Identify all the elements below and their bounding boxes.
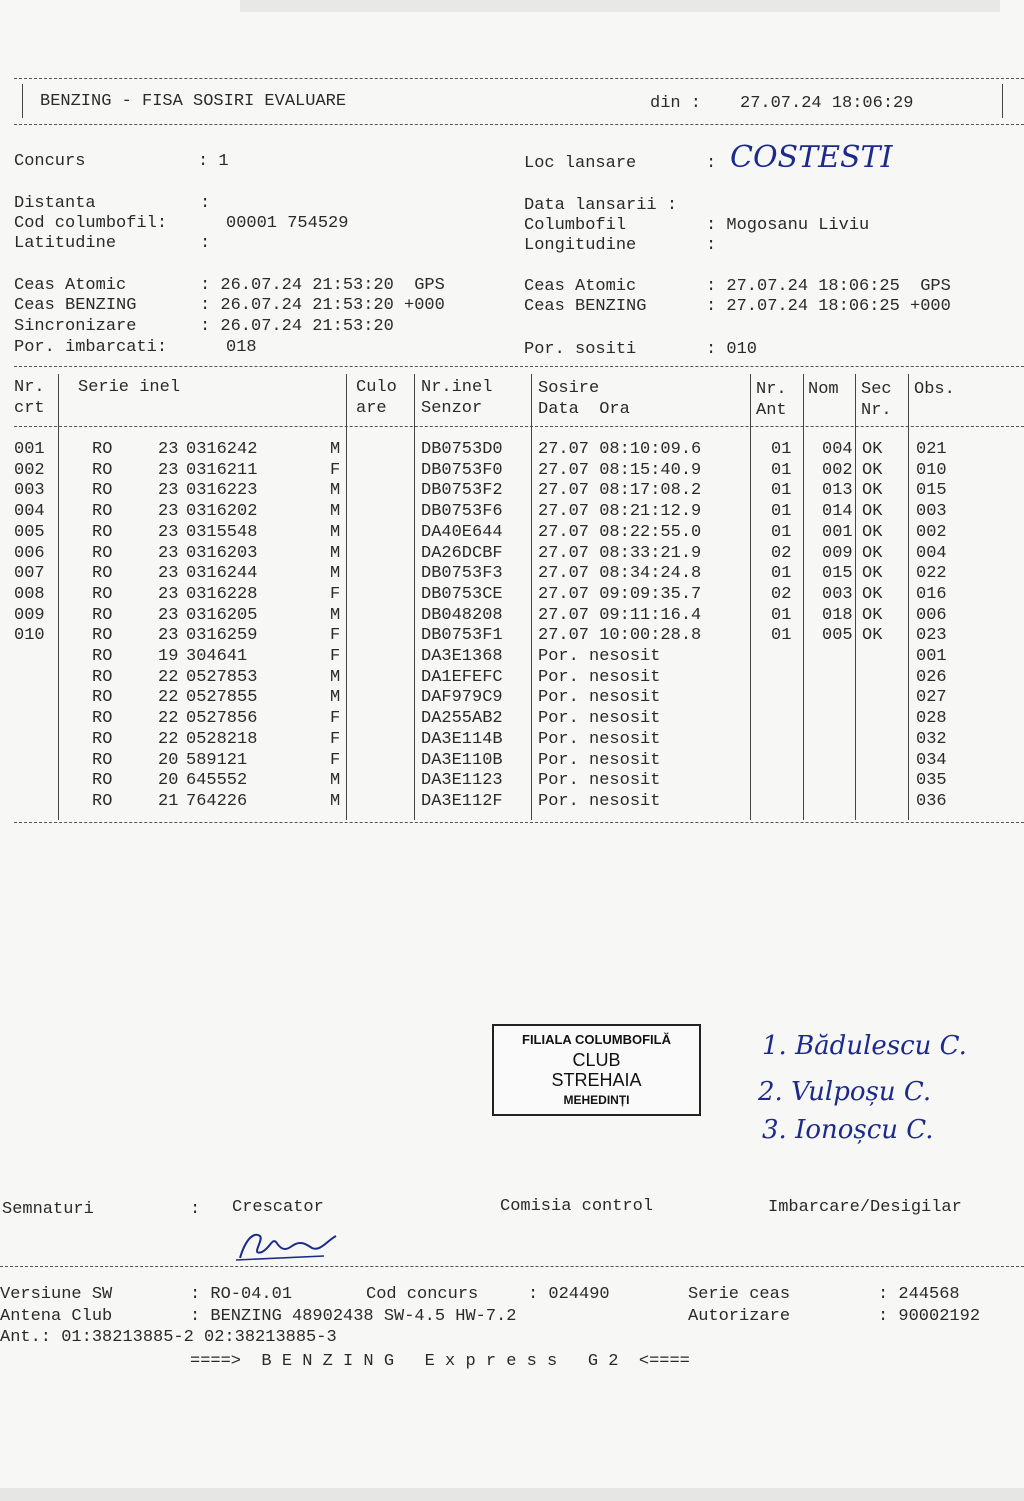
cell-tara: RO xyxy=(92,605,113,625)
cell-sosire: 27.07 08:33:21.9 xyxy=(538,543,702,563)
cell-sex: M xyxy=(330,564,341,584)
cell-crt: 008 xyxy=(14,584,45,604)
cell-obs: 001 xyxy=(916,647,947,666)
cod-columbofil-label: Cod columbofil: xyxy=(14,214,168,233)
cell-nom: 009 xyxy=(822,543,853,563)
latitudine-value: : xyxy=(200,234,211,253)
th-nr-inel-2: Senzor xyxy=(421,399,483,418)
cell-senzor: DB0753F2 xyxy=(421,481,503,501)
cell-an: 22 xyxy=(158,667,179,687)
din-label: din : xyxy=(650,94,702,113)
cell-senzor: DA255AB2 xyxy=(421,709,503,729)
loc-lansare-handwritten: COSTESTI xyxy=(730,140,893,175)
cell-an: 22 xyxy=(158,729,179,749)
th-culoare-1: Culo xyxy=(356,378,397,397)
cell-senzor: DB0753F1 xyxy=(421,626,503,646)
commission-member-3: 3. Ionoșcu C. xyxy=(762,1115,934,1145)
col-sep-sec xyxy=(908,374,909,820)
cell-tara: RO xyxy=(92,667,113,687)
benzing-express-banner: ====> B E N Z I N G E x p r e s s G 2 <==== xyxy=(190,1352,690,1371)
por-sositi-value: : 010 xyxy=(706,340,758,359)
latitudine-label: Latitudine xyxy=(14,234,117,253)
ceas-benzing-end-value: : 27.07.24 18:06:25 +000 xyxy=(706,297,951,316)
cell-ant: 01 xyxy=(771,626,792,646)
cell-senzor: DA3E1368 xyxy=(421,647,503,666)
header-left-border xyxy=(22,84,23,118)
th-sec-1: Sec xyxy=(861,380,892,399)
cell-inel: 0527855 xyxy=(186,688,258,708)
ceas-benzing-start-label: Ceas BENZING xyxy=(14,296,137,315)
cell-obs: 003 xyxy=(916,502,947,522)
cell-sosire: 27.07 08:34:24.8 xyxy=(538,564,702,584)
cell-sex: M xyxy=(330,791,341,811)
table-header-rule xyxy=(14,426,1024,427)
th-culoare-2: are xyxy=(356,399,387,418)
cell-sosire: Por. nesosit xyxy=(538,750,661,770)
cell-an: 22 xyxy=(158,709,179,729)
th-nr-ant-2: Ant xyxy=(756,401,787,420)
cell-senzor: DA26DCBF xyxy=(421,543,503,563)
cell-sosire: Por. nesosit xyxy=(538,688,661,708)
cell-sex: F xyxy=(330,584,341,604)
cell-crt: 010 xyxy=(14,626,45,646)
cell-inel: 764226 xyxy=(186,791,248,811)
cell-sec: OK xyxy=(862,502,883,522)
cell-obs: 028 xyxy=(916,709,947,729)
cell-sec: OK xyxy=(862,626,883,646)
cell-sec: OK xyxy=(862,522,883,542)
scan-edge xyxy=(240,0,1000,12)
cell-nom: 001 xyxy=(822,522,853,542)
distanta-value: : xyxy=(200,194,211,213)
cell-senzor: DB048208 xyxy=(421,605,503,625)
cell-sosire: Por. nesosit xyxy=(538,647,661,666)
th-nr-crt-1: Nr. xyxy=(14,378,45,397)
cell-crt: 004 xyxy=(14,502,45,522)
cell-sosire: Por. nesosit xyxy=(538,771,661,791)
commission-member-2: 2. Vulpoșu C. xyxy=(758,1077,932,1107)
cod-concurs-label: Cod concurs xyxy=(366,1285,479,1304)
cell-ant: 01 xyxy=(771,522,792,542)
cell-inel: 0527856 xyxy=(186,709,258,729)
cell-sex: F xyxy=(330,626,341,646)
print-datetime: 27.07.24 18:06:29 xyxy=(740,94,914,113)
concurs-value: : 1 xyxy=(198,152,229,171)
cell-senzor: DB0753CE xyxy=(421,584,503,604)
cell-obs: 002 xyxy=(916,522,947,542)
serie-ceas-label: Serie ceas xyxy=(688,1285,791,1304)
cell-obs: 006 xyxy=(916,605,947,625)
cell-inel: 0315548 xyxy=(186,522,258,542)
cell-senzor: DB0753F6 xyxy=(421,502,503,522)
cell-tara: RO xyxy=(92,709,113,729)
header-top-rule xyxy=(14,78,1024,79)
cell-ant: 01 xyxy=(771,460,792,480)
table-bottom-rule xyxy=(14,822,1024,823)
por-sositi-label: Por. sositi xyxy=(524,340,637,359)
cell-an: 23 xyxy=(158,605,179,625)
cell-nom: 014 xyxy=(822,502,853,522)
cell-senzor: DB0753F0 xyxy=(421,460,503,480)
scan-bottom-edge xyxy=(0,1488,1024,1501)
ceas-benzing-end-label: Ceas BENZING xyxy=(524,297,647,316)
cell-ant: 01 xyxy=(771,502,792,522)
cell-sosire: 27.07 09:11:16.4 xyxy=(538,605,702,625)
th-sosire-1: Sosire xyxy=(538,379,600,398)
cell-sosire: 27.07 08:17:08.2 xyxy=(538,481,702,501)
cell-senzor: DA3E110B xyxy=(421,750,503,770)
cell-tara: RO xyxy=(92,522,113,542)
cell-sex: M xyxy=(330,481,341,501)
cell-inel: 0316203 xyxy=(186,543,258,563)
table-top-rule xyxy=(14,366,1024,367)
cell-an: 23 xyxy=(158,626,179,646)
col-sep-senzor xyxy=(531,374,532,820)
cell-an: 21 xyxy=(158,791,179,811)
cell-an: 23 xyxy=(158,564,179,584)
cell-sec: OK xyxy=(862,440,883,459)
cell-tara: RO xyxy=(92,791,113,811)
cell-sosire: Por. nesosit xyxy=(538,709,661,729)
stamp-line-1: FILIALA COLUMBOFILĂ xyxy=(522,1032,671,1047)
cell-inel: 304641 xyxy=(186,647,248,666)
cell-obs: 010 xyxy=(916,460,947,480)
cell-sosire: 27.07 08:15:40.9 xyxy=(538,460,702,480)
cell-tara: RO xyxy=(92,584,113,604)
cell-an: 23 xyxy=(158,502,179,522)
cell-obs: 035 xyxy=(916,771,947,791)
cell-sex: M xyxy=(330,440,341,459)
cell-crt: 009 xyxy=(14,605,45,625)
cell-nom: 003 xyxy=(822,584,853,604)
concurs-label: Concurs xyxy=(14,152,86,171)
cell-sec: OK xyxy=(862,584,883,604)
stamp-line-2: CLUB xyxy=(572,1050,621,1070)
cell-crt: 002 xyxy=(14,460,45,480)
versiune-sw-label: Versiune SW xyxy=(0,1285,113,1304)
sig-crescator: Crescator xyxy=(232,1198,324,1217)
cell-an: 20 xyxy=(158,771,179,791)
sig-comisia-control: Comisia control xyxy=(500,1197,654,1216)
cell-sex: M xyxy=(330,667,341,687)
loc-lansare-label: Loc lansare xyxy=(524,154,637,173)
cell-inel: 589121 xyxy=(186,750,248,770)
cell-senzor: DA3E1123 xyxy=(421,771,503,791)
semnaturi-sep: : xyxy=(190,1200,201,1219)
cell-sex: F xyxy=(330,709,341,729)
antena-club-label: Antena Club xyxy=(0,1307,113,1326)
cell-ant: 01 xyxy=(771,605,792,625)
loc-lansare-sep: : xyxy=(706,154,717,173)
sincronizare-value: : 26.07.24 21:53:20 xyxy=(200,317,394,336)
cell-crt: 006 xyxy=(14,543,45,563)
cell-senzor: DAF979C9 xyxy=(421,688,503,708)
cell-obs: 015 xyxy=(916,481,947,501)
cell-tara: RO xyxy=(92,647,113,666)
cell-obs: 032 xyxy=(916,729,947,749)
cell-obs: 026 xyxy=(916,667,947,687)
th-nr-ant-1: Nr. xyxy=(756,380,787,399)
cell-an: 23 xyxy=(158,460,179,480)
cell-tara: RO xyxy=(92,750,113,770)
cell-crt: 005 xyxy=(14,522,45,542)
th-sosire-2: Data Ora xyxy=(538,400,630,419)
cell-tara: RO xyxy=(92,564,113,584)
cod-columbofil-value: 00001 754529 xyxy=(226,214,349,233)
cell-tara: RO xyxy=(92,771,113,791)
col-sep-nom xyxy=(855,374,856,820)
col-sep-serie xyxy=(346,374,347,820)
ceas-atomic-end-value: : 27.07.24 18:06:25 GPS xyxy=(706,277,951,296)
cell-inel: 0316205 xyxy=(186,605,258,625)
cell-tara: RO xyxy=(92,502,113,522)
ceas-benzing-start-value: : 26.07.24 21:53:20 +000 xyxy=(200,296,445,315)
cell-nom: 018 xyxy=(822,605,853,625)
stamp-line-3: STREHAIA xyxy=(551,1070,642,1090)
cell-inel: 0528218 xyxy=(186,729,258,749)
cell-sosire: Por. nesosit xyxy=(538,729,661,749)
col-sep-culoare xyxy=(414,374,415,820)
cell-sex: M xyxy=(330,771,341,791)
cell-sosire: Por. nesosit xyxy=(538,667,661,687)
cell-sec: OK xyxy=(862,460,883,480)
cod-concurs-value: : 024490 xyxy=(528,1285,610,1304)
cell-tara: RO xyxy=(92,440,113,459)
serie-ceas-value: : 244568 xyxy=(878,1285,960,1304)
header-bottom-rule xyxy=(14,124,1024,125)
cell-obs: 004 xyxy=(916,543,947,563)
ceas-atomic-end-label: Ceas Atomic xyxy=(524,277,637,296)
cell-nom: 004 xyxy=(822,440,853,459)
ceas-atomic-start-value: : 26.07.24 21:53:20 GPS xyxy=(200,276,445,295)
cell-ant: 01 xyxy=(771,481,792,501)
cell-senzor: DA3E114B xyxy=(421,729,503,749)
cell-obs: 021 xyxy=(916,440,947,459)
cell-sosire: 27.07 08:21:12.9 xyxy=(538,502,702,522)
th-obs: Obs. xyxy=(914,380,955,399)
cell-obs: 036 xyxy=(916,791,947,811)
cell-inel: 645552 xyxy=(186,771,248,791)
columbofil-label: Columbofil xyxy=(524,216,627,235)
cell-sex: F xyxy=(330,729,341,749)
cell-sosire: 27.07 08:10:09.6 xyxy=(538,440,702,459)
th-nr-crt-2: crt xyxy=(14,399,45,418)
cell-senzor: DB0753F3 xyxy=(421,564,503,584)
cell-an: 20 xyxy=(158,750,179,770)
cell-tara: RO xyxy=(92,460,113,480)
versiune-sw-value: : RO-04.01 xyxy=(190,1285,293,1304)
cell-inel: 0316211 xyxy=(186,460,258,480)
cell-inel: 0527853 xyxy=(186,667,258,687)
cell-an: 23 xyxy=(158,440,179,459)
cell-crt: 003 xyxy=(14,481,45,501)
cell-crt: 001 xyxy=(14,440,45,459)
cell-nom: 005 xyxy=(822,626,853,646)
cell-sex: F xyxy=(330,460,341,480)
cell-inel: 0316202 xyxy=(186,502,258,522)
cell-sex: M xyxy=(330,502,341,522)
por-imbarcati-value: 018 xyxy=(226,338,257,357)
cell-nom: 013 xyxy=(822,481,853,501)
cell-tara: RO xyxy=(92,626,113,646)
cell-crt: 007 xyxy=(14,564,45,584)
cell-an: 23 xyxy=(158,481,179,501)
cell-sex: M xyxy=(330,522,341,542)
distanta-label: Distanta xyxy=(14,194,96,213)
cell-sosire: 27.07 08:22:55.0 xyxy=(538,522,702,542)
cell-sec: OK xyxy=(862,481,883,501)
cell-sec: OK xyxy=(862,543,883,563)
th-nr-inel-1: Nr.inel xyxy=(421,378,493,397)
cell-an: 19 xyxy=(158,647,179,666)
cell-ant: 01 xyxy=(771,440,792,459)
club-stamp xyxy=(492,1024,701,1116)
cell-nom: 002 xyxy=(822,460,853,480)
ceas-atomic-start-label: Ceas Atomic xyxy=(14,276,127,295)
cell-tara: RO xyxy=(92,543,113,563)
cell-inel: 0316244 xyxy=(186,564,258,584)
cell-sex: M xyxy=(330,688,341,708)
cell-sex: M xyxy=(330,543,341,563)
cell-obs: 034 xyxy=(916,750,947,770)
autorizare-value: : 90002192 xyxy=(878,1307,981,1326)
cell-an: 23 xyxy=(158,522,179,542)
cell-inel: 0316242 xyxy=(186,440,258,459)
cell-sex: F xyxy=(330,647,341,666)
crescator-signature xyxy=(232,1226,342,1266)
col-sep-crt xyxy=(58,374,59,820)
cell-ant: 02 xyxy=(771,584,792,604)
stamp-line-4: MEHEDINȚI xyxy=(563,1093,630,1107)
cell-tara: RO xyxy=(92,729,113,749)
autorizare-label: Autorizare xyxy=(688,1307,791,1326)
por-imbarcati-label: Por. imbarcati: xyxy=(14,338,168,357)
cell-sec: OK xyxy=(862,564,883,584)
th-nom: Nom xyxy=(808,380,839,399)
cell-inel: 0316259 xyxy=(186,626,258,646)
col-sep-sosire xyxy=(750,374,751,820)
data-lansarii-label: Data lansarii : xyxy=(524,196,678,215)
cell-sosire: 27.07 09:09:35.7 xyxy=(538,584,702,604)
cell-senzor: DA40E644 xyxy=(421,522,503,542)
cell-ant: 02 xyxy=(771,543,792,563)
cell-ant: 01 xyxy=(771,564,792,584)
semnaturi-label: Semnaturi xyxy=(2,1200,94,1219)
cell-sex: F xyxy=(330,750,341,770)
cell-sex: M xyxy=(330,605,341,625)
th-serie-inel: Serie inel xyxy=(78,378,181,397)
sincronizare-label: Sincronizare xyxy=(14,317,137,336)
sig-imbarcare: Imbarcare/Desigilar xyxy=(768,1198,962,1217)
cell-an: 22 xyxy=(158,688,179,708)
antenna-list: Ant.: 01:38213885-2 02:38213885-3 xyxy=(0,1328,337,1347)
col-sep-ant xyxy=(803,374,804,820)
cell-an: 23 xyxy=(158,584,179,604)
longitudine-label: Longitudine xyxy=(524,236,637,255)
cell-sosire: 27.07 10:00:28.8 xyxy=(538,626,702,646)
cell-sec: OK xyxy=(862,605,883,625)
cell-nom: 015 xyxy=(822,564,853,584)
cell-senzor: DB0753D0 xyxy=(421,440,503,459)
footer-rule xyxy=(0,1266,1024,1267)
cell-inel: 0316223 xyxy=(186,481,258,501)
cell-tara: RO xyxy=(92,481,113,501)
cell-obs: 027 xyxy=(916,688,947,708)
cell-obs: 022 xyxy=(916,564,947,584)
cell-tara: RO xyxy=(92,688,113,708)
longitudine-value: : xyxy=(706,236,717,255)
header-right-border xyxy=(1002,84,1003,118)
cell-obs: 016 xyxy=(916,584,947,604)
cell-inel: 0316228 xyxy=(186,584,258,604)
document-title: BENZING - FISA SOSIRI EVALUARE xyxy=(40,92,347,111)
columbofil-value: : Mogosanu Liviu xyxy=(706,216,870,235)
antena-club-value: : BENZING 48902438 SW-4.5 HW-7.2 xyxy=(190,1307,517,1326)
cell-obs: 023 xyxy=(916,626,947,646)
cell-an: 23 xyxy=(158,543,179,563)
cell-sosire: Por. nesosit xyxy=(538,791,661,811)
commission-member-1: 1. Bădulescu C. xyxy=(762,1031,967,1061)
th-sec-2: Nr. xyxy=(861,401,892,420)
cell-senzor: DA3E112F xyxy=(421,791,503,811)
cell-senzor: DA1EFEFC xyxy=(421,667,503,687)
